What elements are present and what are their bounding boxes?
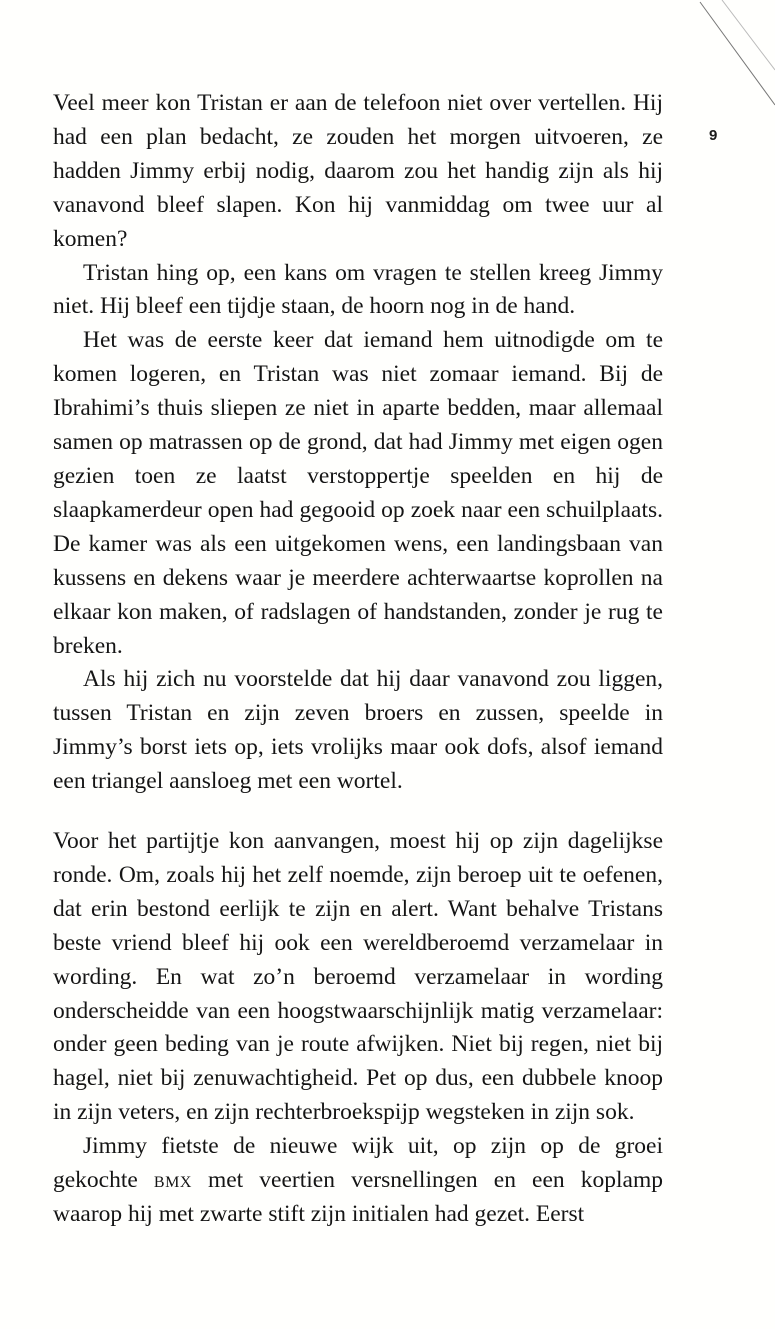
page-number: 9 <box>709 127 718 144</box>
paragraph-2: Tristan hing op, een kans om vragen te stellen kreeg Jimmy niet. Hij bleef een tijdje staan, de hoorn nog in de hand. <box>53 259 663 320</box>
paragraph-1: Veel meer kon Tristan er aan de telefoon niet over vertellen. Hij had een plan bedacht, ze zouden het morgen uitvoeren, ze hadden Jimmy erbij nodig, daarom zou het handig zijn als hij vanavond bleef slapen. Kon hij vanmiddag om twee uur al komen? <box>53 90 663 252</box>
abbreviation-bmx: bmx <box>153 1167 192 1194</box>
text-section-1 <box>53 87 663 799</box>
paragraph-3: Het was de eerste keer dat iemand hem uitnodigde om te komen logeren, en Tristan was niet zomaar iemand. Bij de Ibrahimi’s thuis sliepen ze niet in aparte bedden, maar allemaal samen op matrassen op de grond, dat had Jimmy met eigen ogen gezien toen ze laatst verstoppertje speelden en hij de slaapkamerdeur open had gegooid op zoek naar een schuilplaats. De kamer was als een uitgekomen wens, een landingsbaan van kussens en dekens waar je meerdere achterwaartse koprollen na elkaar kon maken, of radslagen of handstanden, zonder je rug te breken. <box>53 327 663 659</box>
paragraph-6-end: met veertien versnellingen en een koplamp waarop hij met zwarte stift zijn initialen had gezet. Eerst <box>53 1167 663 1227</box>
text-section-2 <box>53 825 663 1232</box>
paragraph-6-start: Jimmy fietste de nieuwe wijk uit, op zijn op de groei gekochte <box>53 1133 663 1194</box>
paragraph-6 <box>53 1130 663 1232</box>
paragraph-5: Voor het partijtje kon aanvangen, moest hij op zijn dagelijkse ronde. Om, zoals hij het zelf noemde, zijn beroep uit te oefenen, dat erin bestond eerlijk te zijn en alert. Want behalve Tristans beste vriend bleef hij ook een wereldberoemd verzamelaar in wording. En wat zo’n beroemd verzamelaar in wording onderscheidde van een hoogstwaarschijnlijk matig verzamelaar: onder geen beding van je route afwijken. Niet bij regen, niet bij hagel, niet bij zenuwachtigheid. Pet op dus, een dubbele knoop in zijn veters, en zijn rechterbroekspijp wegsteken in zijn sok. <box>53 828 663 1126</box>
paragraph-4: Als hij zich nu voorstelde dat hij daar vanavond zou liggen, tussen Tristan en zijn zeven broers en zussen, speelde in Jimmy’s borst iets op, iets vrolijks maar ook dofs, alsof iemand een triangel aansloeg met een wortel. <box>53 666 663 795</box>
